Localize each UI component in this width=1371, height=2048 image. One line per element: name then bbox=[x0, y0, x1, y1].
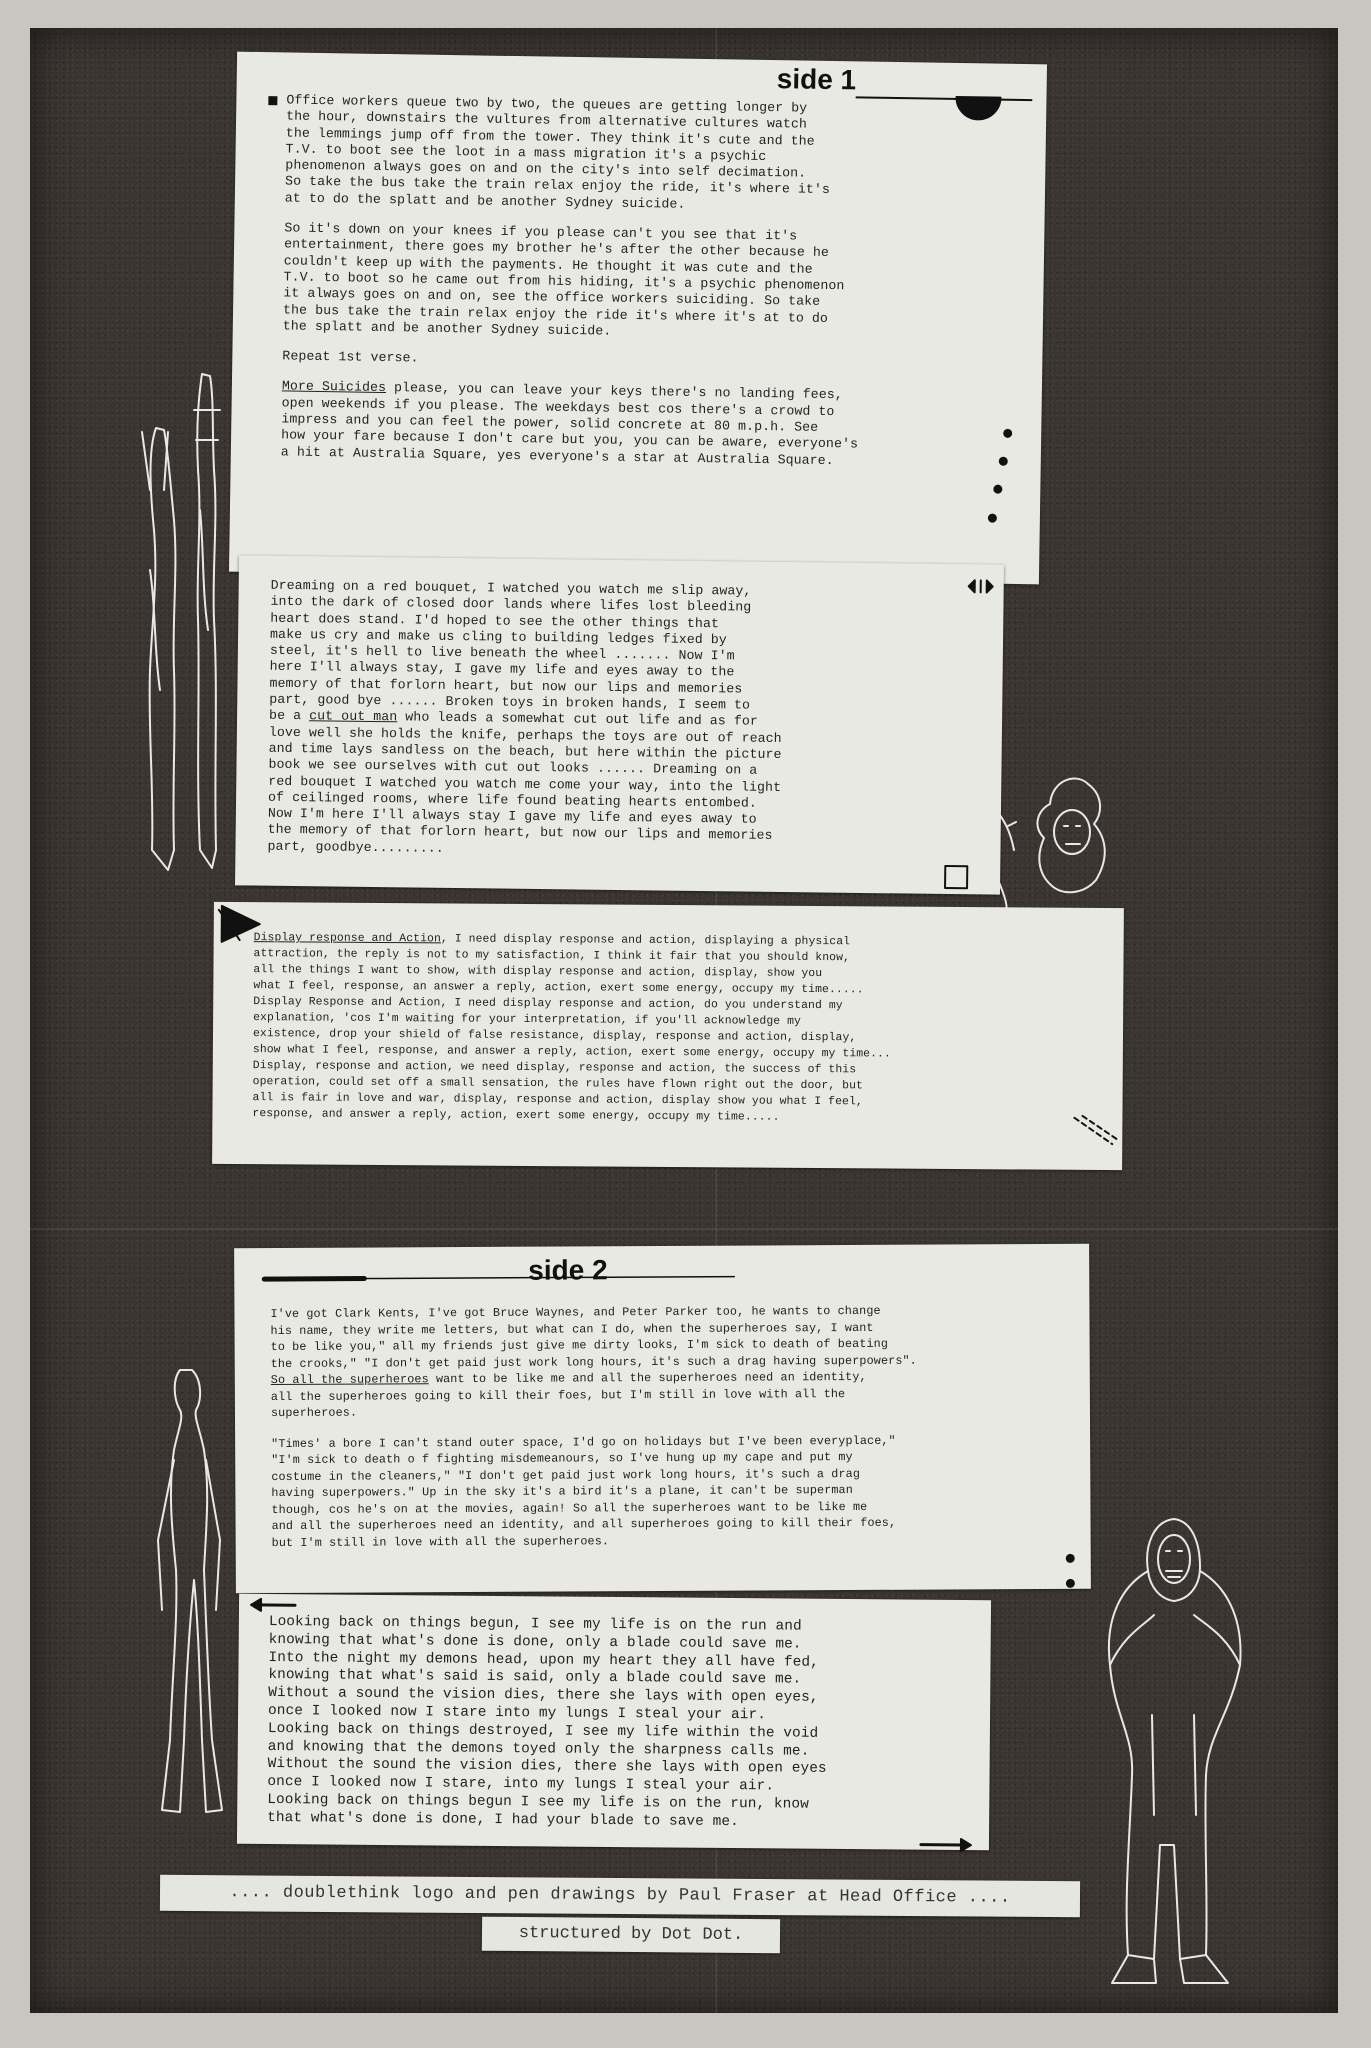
margin-dot bbox=[999, 457, 1008, 466]
lyric-panel-song3 bbox=[212, 902, 1124, 1170]
song4-verse2: "Times' a bore I can't stand outer space, I'd go on holidays but I've been everyplace," "I'm sick to death o f fighting misdemeanours, so I've hung up my cape and put my costume in the cleaners," "I don't get paid just work long hours, it's such a drag having superpowers." Up in the sky it's a bird it's a plane, it can't be superman though, cos he's on at the movies, again! So all the superheroes want to be like me and all the superheroes need an identity, and all superheroes going to kill their foes, but I'm still in love with all the superheroes. bbox=[271, 1433, 897, 1550]
song1-verse2: So it's down on your knees if you please can't you see that it's entertainment, there goes my brother he's after the other because he couldn't keep up with the payments. He thought it was cute and the T.V. to boot so he came out from his hiding, it's a psychic phenomenon it always goes on and on, see the office workers suiciding. So take the bus take the train relax enjoy the ride it's where it's at to do the splatt and be another Sydney suicide. bbox=[282, 220, 845, 339]
credit-line-structured: structured by Dot Dot. bbox=[482, 1917, 780, 1954]
song1-repeat-note: Repeat 1st verse. bbox=[282, 348, 419, 366]
margin-dot bbox=[988, 514, 997, 523]
side1-heading: side 1 bbox=[776, 63, 857, 96]
song2-lyrics bbox=[267, 578, 991, 878]
left-arrow-mark bbox=[249, 1598, 299, 1612]
credit-line-drawings: .... doublethink logo and pen drawings by Paul Fraser at Head Office .... bbox=[160, 1875, 1080, 1917]
song3-text: Display response and Action, I need display response and action, displaying a physical attraction, the reply is not to my satisfaction, I think it fair that you should know, all the things I want to show, with display response and action, display, show you what I feel, response, an answer a reply, action, exert some energy, occupy my time..... Display Response and Action, I need display response and action, do you understand my explanation, 'cos I'm waiting for your interpretation, if you'll acknowledge my existence, drop your shield of false resistance, display, response and action, display, show what I feel, response, and answer a reply, action, exert some energy, occupy my time... Display, response and action, we need display, response and action, the success of this operation, could set off a small sensation, the rules have flown right out the door, but all is fair in love and war, display, response and action, display show you what I feel, response, and answer a reply, action, exert some energy, occupy my time..... bbox=[252, 932, 891, 1124]
margin-dot bbox=[1066, 1579, 1075, 1588]
bullet-square bbox=[268, 96, 277, 105]
margin-dot bbox=[993, 485, 1002, 494]
lyric-panel-song2 bbox=[235, 555, 1004, 894]
heading-rule bbox=[264, 1274, 734, 1286]
song-title-display-response: Display response and Action bbox=[253, 932, 441, 946]
song-title-cut-out-man: cut out man bbox=[309, 708, 398, 725]
pen-drawing-hooded-figure bbox=[1094, 1515, 1264, 1995]
song2-text: Dreaming on a red bouquet, I watched you watch me slip away, into the dark of closed door lands where lifes lost bleeding heart does stand. I'd hoped to see the other things that make us cry and make us cling to building ledges fixed by steel, it's hell to live beneath the wheel ....... Now I'm here I'll always stay, I gave my life and eyes away to the memory of that forlorn heart, but now our lips and memories part, good bye ...... Broken toys in broken hands, I seem to be a cut out man who leads a somewhat cut out life and as for love well she holds the knife, perhaps the toys are out of reach and time lays sandless on the beach, but here within the picture book we see ourselves with cut out looks ...... Dreaming on a red bouquet I watched you watch me come your way, into the light of ceilinged rooms, where life found beating hearts entombed. Now I'm here I'll always stay I gave my life and eyes away to the memory of that forlorn heart, but now our lips and memories part, goodbye......... bbox=[267, 577, 782, 856]
side2-heading: side 2 bbox=[528, 1254, 608, 1286]
dashed-arrow-mark bbox=[1072, 1114, 1122, 1154]
song4-lyrics bbox=[270, 1302, 1081, 1565]
song5-lyrics bbox=[267, 1614, 969, 1848]
lyric-panel-song5 bbox=[237, 1594, 991, 1851]
pen-drawing-tall-figures bbox=[128, 370, 238, 880]
margin-dot bbox=[1066, 1554, 1075, 1563]
margin-dot bbox=[1003, 429, 1012, 438]
lyric-panel-side2-song4 bbox=[234, 1244, 1091, 1593]
pen-drawing-masked-heads bbox=[980, 770, 1110, 910]
song5-text: Looking back on things begun, I see my life is on the run and knowing that what's done is done, only a blade could save me. Into the night my demons head, upon my heart they all have fed, knowing that what's said is said, only a blade could save me. Without a sound the vision dies, there she lays with open eyes, once I looked now I stare into my lungs I steal your air. Looking back on things destroyed, I see my life within the void and knowing that the demons toyed only the sharpness calls me. Without the sound the vision dies, there she lays with open eyes once I looked now I stare, into my lungs I steal your air. Looking back on things begun I see my life is on the run, know that what's done is done, I had your blade to save me. bbox=[267, 1613, 827, 1830]
right-arrow-mark bbox=[919, 1838, 973, 1852]
song1-lyrics bbox=[281, 92, 1027, 486]
song1-verse1: Office workers queue two by two, the queues are getting longer by the hour, downstairs the vultures from alternative cultures watch the lemmings jump off from the tower. They think it's cute and the T.V. to boot see the loot in a mass migration it's a psychic phenomenon always goes on and on the city's into self decimation. So take the bus take the train relax enjoy the ride, it's where it's at to do the splatt and be another Sydney suicide. bbox=[284, 92, 831, 212]
pen-drawing-standing-figure bbox=[150, 1360, 230, 1830]
fold-line-horizontal bbox=[30, 1228, 1338, 1230]
song1-verse3: More Suicides please, you can leave your keys there's no landing fees, open weekends if you please. The weekdays best cos there's a crowd to impress and you can feel the power, solid concrete at 80 m.p.h. See how your fare because I don't care but you, you can be aware, everyone's a hit at Australia Square, yes everyone's a star at Australia Square. bbox=[280, 378, 859, 468]
song-title-more-suicides: More Suicides bbox=[281, 378, 387, 396]
square-outline-mark bbox=[943, 864, 969, 890]
lyric-panel-side1-song1 bbox=[229, 52, 1047, 585]
song-title-superheroes: So all the superheroes bbox=[270, 1372, 429, 1388]
song3-lyrics bbox=[252, 930, 1113, 1142]
song4-verse1: I've got Clark Kents, I've got Bruce Waynes, and Peter Parker too, he wants to change his name, they write me letters, but what can I do, when the superheroes say, I want to be like you," all my friends just give me dirty looks, I'm sick to death of beating the crooks," "I don't get paid just work long hours, it's such a drag having superpowers". So all the superheroes want to be like me and all the superheroes need an identity, all the superheroes going to kill their foes, but I'm still in love with all the superheroes. bbox=[270, 1303, 917, 1421]
